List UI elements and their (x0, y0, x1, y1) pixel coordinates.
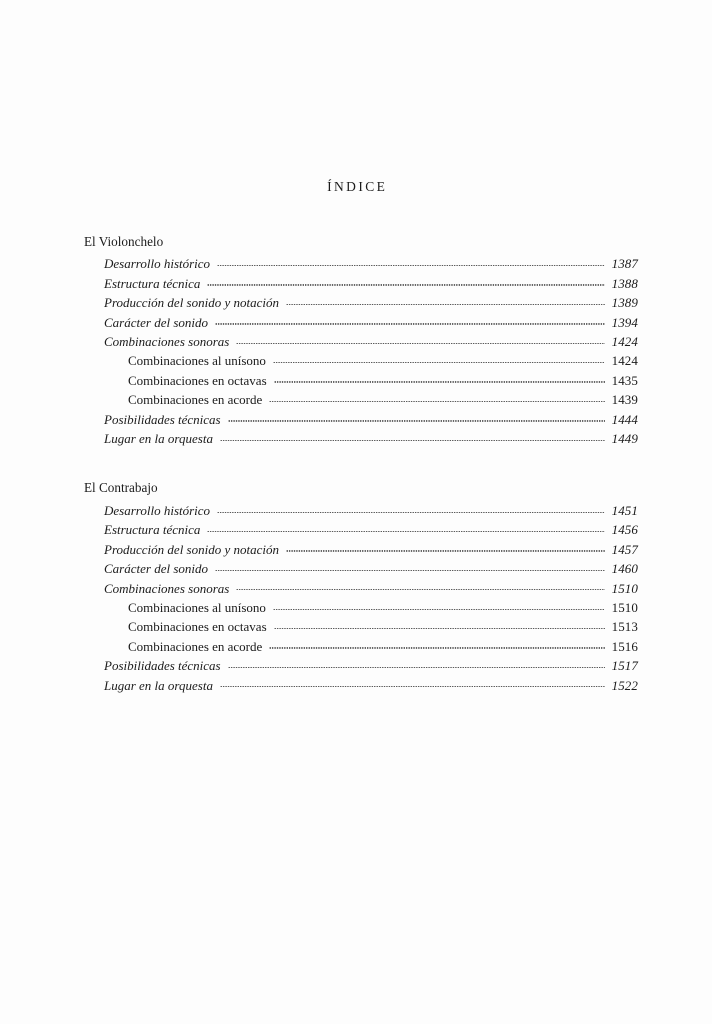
toc-entry[interactable] (0, 559, 712, 578)
toc-entry[interactable] (0, 520, 712, 539)
toc-entry[interactable] (0, 371, 712, 390)
toc-dot-leader (269, 391, 605, 404)
toc-dot-leader (236, 580, 605, 593)
toc-entry-label: Carácter del sonido (104, 561, 208, 577)
toc-entry[interactable] (0, 637, 712, 656)
toc-entry-label: Combinaciones en octavas (128, 619, 267, 635)
toc-entry-page-number: 1460 (611, 561, 638, 577)
toc-entry-label: Combinaciones en acorde (128, 638, 263, 654)
toc-entry-page-number: 1516 (611, 638, 638, 654)
toc-dot-leader (269, 638, 605, 651)
toc-dot-leader (228, 411, 605, 424)
toc-entry-label: Combinaciones al unísono (128, 599, 266, 615)
toc-entry-label: Producción del sonido y notación (104, 295, 279, 311)
toc-dot-leader (236, 333, 605, 346)
toc-entry-page-number: 1522 (611, 677, 638, 693)
toc-dot-leader (220, 677, 605, 690)
toc-entry[interactable] (0, 676, 712, 695)
toc-entry[interactable] (0, 598, 712, 617)
toc-entry-page-number: 1510 (611, 599, 638, 615)
toc-entry-label: Combinaciones sonoras (104, 580, 230, 596)
toc-dot-leader (215, 314, 605, 327)
toc-entry-label: Lugar en la orquesta (104, 677, 213, 693)
toc-section-heading: El Violonchelo (84, 234, 164, 249)
toc-entry-page-number: 1435 (611, 372, 638, 388)
toc-entry-page-number: 1449 (611, 431, 638, 447)
toc-entry-page-number: 1451 (611, 502, 638, 518)
toc-section (0, 478, 712, 694)
toc-entry[interactable] (0, 579, 712, 598)
toc-entry[interactable] (0, 274, 712, 293)
toc-entry-label: Desarrollo histórico (104, 502, 211, 518)
toc-entry-page-number: 1456 (611, 522, 638, 538)
toc-entry-label: Estructura técnica (104, 275, 201, 291)
toc-dot-leader (274, 618, 605, 631)
toc-dot-leader (220, 430, 605, 443)
toc-dot-leader (215, 560, 605, 573)
toc-entry[interactable] (0, 254, 712, 273)
toc-entry-page-number: 1424 (611, 334, 638, 350)
toc-entry-label: Posibilidades técnicas (104, 411, 221, 427)
toc-entry[interactable] (0, 429, 712, 448)
toc-dot-leader (207, 275, 605, 288)
toc-dot-leader (286, 541, 605, 554)
toc-dot-leader (217, 255, 605, 268)
toc-entry-label: Combinaciones en acorde (128, 392, 263, 408)
toc-entry[interactable] (0, 656, 712, 675)
toc-entry-page-number: 1513 (611, 619, 638, 635)
toc-dot-leader (286, 294, 605, 307)
toc-entry-label: Combinaciones sonoras (104, 334, 230, 350)
toc-entry-label: Lugar en la orquesta (104, 431, 213, 447)
toc-entry-label: Carácter del sonido (104, 314, 208, 330)
toc-section (0, 232, 712, 448)
toc-dot-leader (274, 372, 605, 385)
toc-entry[interactable] (0, 501, 712, 520)
toc-entry-page-number: 1510 (611, 580, 638, 596)
toc-entry-page-number: 1388 (611, 275, 638, 291)
toc-entry[interactable] (0, 313, 712, 332)
toc-dot-leader (273, 599, 605, 612)
toc-dot-leader (207, 521, 605, 534)
page-title: ÍNDICE (327, 179, 388, 194)
toc-entry-label: Combinaciones en octavas (128, 372, 267, 388)
toc-entry[interactable] (0, 293, 712, 312)
toc-entry[interactable] (0, 351, 712, 370)
toc-entry-page-number: 1439 (611, 392, 638, 408)
toc-entry-page-number: 1444 (611, 411, 638, 427)
toc-entry[interactable] (0, 540, 712, 559)
toc-entry[interactable] (0, 617, 712, 636)
toc-dot-leader (273, 352, 605, 365)
toc-section-heading: El Contrabajo (84, 480, 158, 496)
toc-entry-label: Producción del sonido y notación (104, 541, 279, 557)
toc-entry[interactable] (0, 332, 712, 351)
toc-entry-list (0, 501, 712, 695)
toc-entry-label: Estructura técnica (104, 522, 201, 538)
table-of-contents (0, 232, 712, 695)
toc-entry-page-number: 1517 (611, 658, 638, 674)
toc-entry-label: Posibilidades técnicas (104, 658, 221, 674)
toc-dot-leader (228, 657, 605, 670)
toc-dot-leader (217, 502, 605, 515)
toc-entry[interactable] (0, 390, 712, 409)
toc-entry-page-number: 1394 (611, 314, 638, 330)
toc-entry-page-number: 1457 (611, 541, 638, 557)
toc-entry-page-number: 1424 (611, 353, 638, 369)
toc-entry-label: Combinaciones al unísono (128, 353, 266, 369)
toc-entry-label: Desarrollo histórico (104, 256, 211, 272)
toc-entry[interactable] (0, 410, 712, 429)
toc-entry-page-number: 1389 (611, 295, 638, 311)
toc-entry-page-number: 1387 (611, 256, 638, 272)
toc-entry-list (0, 254, 712, 448)
